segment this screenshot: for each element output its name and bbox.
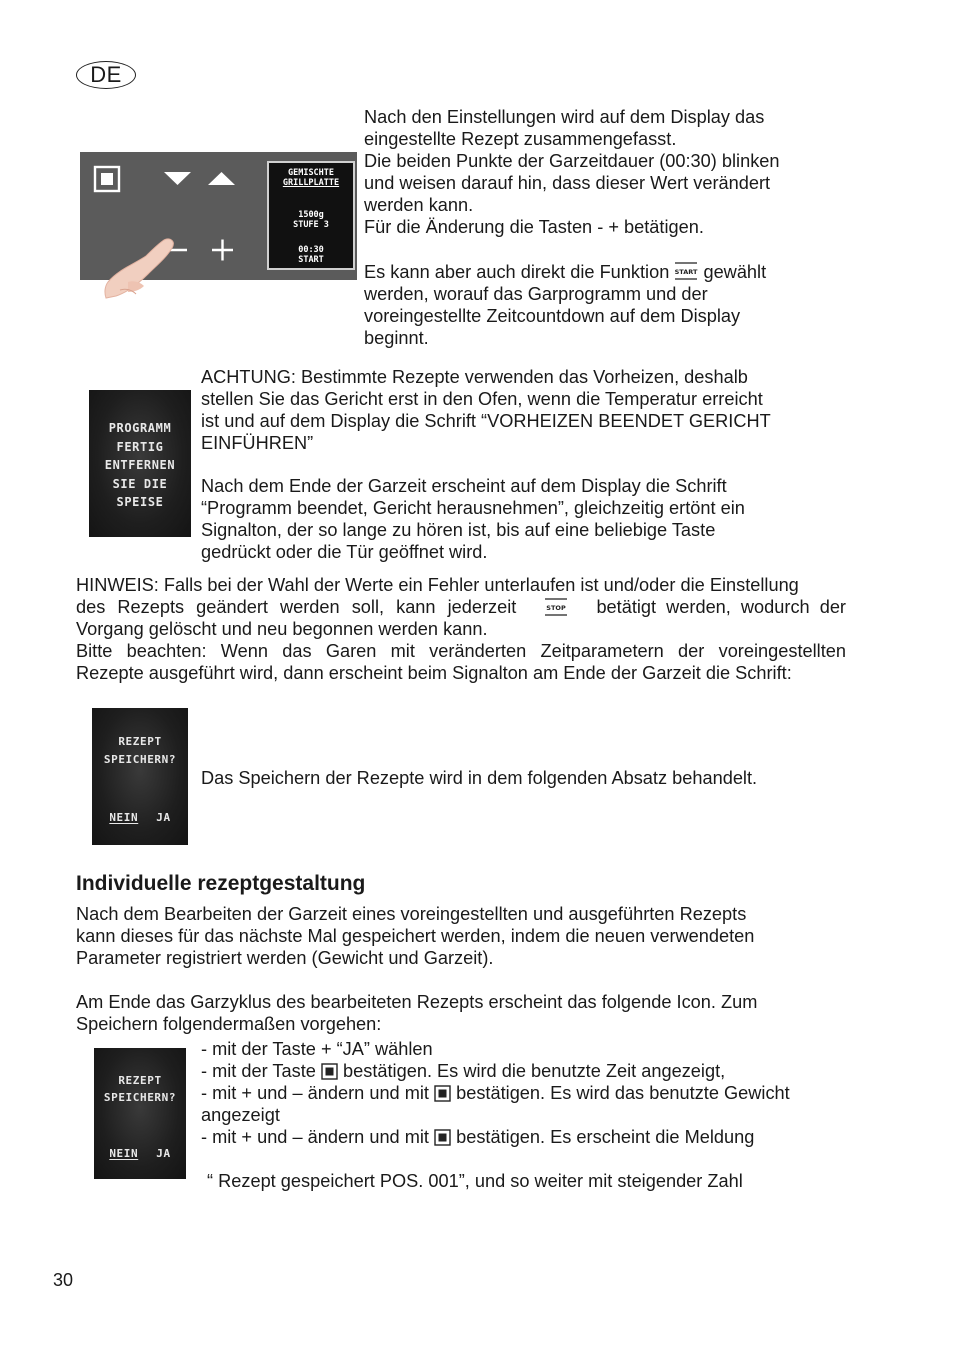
paragraph-line: Am Ende das Garzyklus des bearbeiteten Rezepts erscheint das folgende Icon. Zum	[76, 992, 758, 1012]
confirm-key-icon	[434, 1129, 451, 1146]
display-line: PROGRAMM	[108, 421, 172, 435]
panel-display-line: STUFE 3	[293, 220, 329, 230]
intro-line: eingestellte Rezept zusammengefasst.	[364, 129, 677, 149]
display-program-finished	[89, 390, 191, 537]
panel-display-line: 1500g	[298, 210, 324, 220]
stop-key-icon	[544, 597, 568, 617]
display-line: SPEICHERN?	[103, 753, 177, 766]
warning-line: EINFÜHREN”	[201, 433, 314, 453]
section-heading: Individuelle rezeptgestaltung	[76, 872, 366, 895]
display-line: SPEISE	[116, 495, 164, 509]
end-line: Signalton, der so lange zu hören ist, bis auf eine beliebige Taste	[201, 520, 716, 540]
intro-start-line: Es kann aber auch direkt die Funktion START gewählt	[364, 262, 767, 282]
warning-line: ist und auf dem Display die Schrift “VORHEIZEN BEENDET GERICHT	[201, 411, 771, 431]
intro-line: und weisen darauf hin, dass dieser Wert verändert	[364, 173, 771, 193]
end-line: gedrückt oder die Tür geöffnet wird.	[201, 542, 488, 562]
display-line: ENTFERNEN	[104, 458, 176, 472]
display-option-yes: JA	[156, 1147, 171, 1160]
start-key-label: START	[674, 268, 698, 276]
end-line: Nach dem Ende der Garzeit erscheint auf dem Display die Schrift	[201, 476, 727, 496]
page-number: 30	[53, 1270, 74, 1290]
plus-key-icon	[212, 240, 233, 261]
panel-display	[267, 161, 355, 270]
start-key-icon	[674, 261, 698, 281]
hinweis-line: Vorgang gelöscht und neu begonnen werden kann.	[76, 619, 488, 639]
section-paragraph-2	[76, 991, 846, 1035]
arrow-up-icon	[208, 172, 235, 185]
display-save-recipe	[92, 708, 188, 845]
intro-line: voreingestellte Zeitcountdown auf dem Display	[364, 306, 741, 326]
hinweis-paragraph	[76, 574, 846, 684]
paragraph-line: kann dieses für das nächste Mal gespeichert werden, indem die neuen verwendeten	[76, 926, 755, 946]
display-line: FERTIG	[116, 439, 164, 454]
display-option-yes: JA	[156, 811, 171, 824]
warning-line: stellen Sie das Gericht erst in den Ofen, wenn die Temperatur erreicht	[201, 389, 763, 409]
language-badge	[76, 61, 136, 89]
display-line: REZEPT	[118, 735, 162, 748]
display-line: SIE DIE	[112, 476, 168, 491]
paragraph-line: Parameter registriert werden (Gewicht und Garzeit).	[76, 948, 494, 968]
final-message: “ Rezept gespeichert POS. 001”, und so weiter mit steigender Zahl	[207, 1171, 743, 1191]
intro-line: werden kann.	[364, 195, 474, 215]
step-1: - mit der Taste + “JA” wählen	[201, 1039, 433, 1059]
hinweis-line-stop: des Rezepts geändert werden soll, kann jederzeit STOP betätigt werden, wodurch der	[76, 597, 846, 617]
hinweis-line: Bitte beachten: Wenn das Garen mit veränderten Zeitparametern der voreingestellten	[76, 641, 846, 661]
display-option-no: NEIN	[109, 811, 139, 824]
step-3: - mit + und – ändern und mit bestätigen. Es wird das benutzte Gewicht	[201, 1083, 790, 1103]
end-of-cooking-text	[201, 475, 849, 563]
confirm-key-icon	[434, 1085, 451, 1102]
step-4: - mit + und – ändern und mit bestätigen. Es erscheint die Meldung	[201, 1127, 755, 1147]
intro-line: Die beiden Punkte der Garzeitdauer (00:30) blinken	[364, 151, 780, 171]
panel-display-line: GEMISCHTE	[287, 168, 335, 178]
confirm-key-icon	[321, 1063, 338, 1080]
hinweis-line: Rezepte ausgeführt wird, dann erscheint beim Signalton am Ende der Garzeit die Schrift:	[76, 663, 792, 683]
step-2: - mit der Taste bestätigen. Es wird die benutzte Zeit angezeigt,	[201, 1061, 726, 1081]
intro-line: werden, worauf das Garprogramm und der	[364, 284, 708, 304]
end-line: “Programm beendet, Gericht herausnehmen”, gleichzeitig ertönt ein	[201, 498, 745, 518]
paragraph-line: Nach dem Bearbeiten der Garzeit eines voreingestellten und ausgeführten Rezepts	[76, 904, 747, 924]
stop-key-label: STOP	[546, 604, 567, 612]
warning-line: ACHTUNG: Bestimmte Rezepte verwenden das Vorheizen, deshalb	[201, 367, 748, 387]
intro-line: beginnt.	[364, 328, 429, 348]
intro-text	[364, 106, 844, 349]
panel-display-line: 00:30	[298, 245, 324, 255]
arrow-down-icon	[164, 172, 191, 185]
step-3-continued: angezeigt	[201, 1105, 280, 1125]
display-line: REZEPT	[118, 1074, 162, 1087]
panel-display-line: GRILLPLATTE	[282, 178, 340, 188]
save-steps	[201, 1038, 851, 1192]
intro-line: Nach den Einstellungen wird auf dem Display das	[364, 107, 765, 127]
hinweis-line: HINWEIS: Falls bei der Wahl der Werte ein Fehler unterlaufen ist und/oder die Einstellung	[76, 575, 799, 595]
warning-text	[201, 366, 849, 454]
language-code: DE	[90, 62, 122, 87]
display-line: SPEICHERN?	[103, 1091, 177, 1104]
confirm-key-icon	[95, 167, 119, 191]
save-note: Das Speichern der Rezepte wird in dem folgenden Absatz behandelt.	[201, 768, 758, 788]
intro-line: Für die Änderung die Tasten - + betätigen.	[364, 217, 704, 237]
section-paragraph-1	[76, 903, 846, 969]
paragraph-line: Speichern folgendermaßen vorgehen:	[76, 1014, 382, 1034]
hand-finger-icon	[100, 236, 190, 300]
display-option-no: NEIN	[109, 1147, 139, 1160]
display-save-recipe-2	[94, 1048, 186, 1179]
panel-display-line: START	[298, 255, 324, 265]
